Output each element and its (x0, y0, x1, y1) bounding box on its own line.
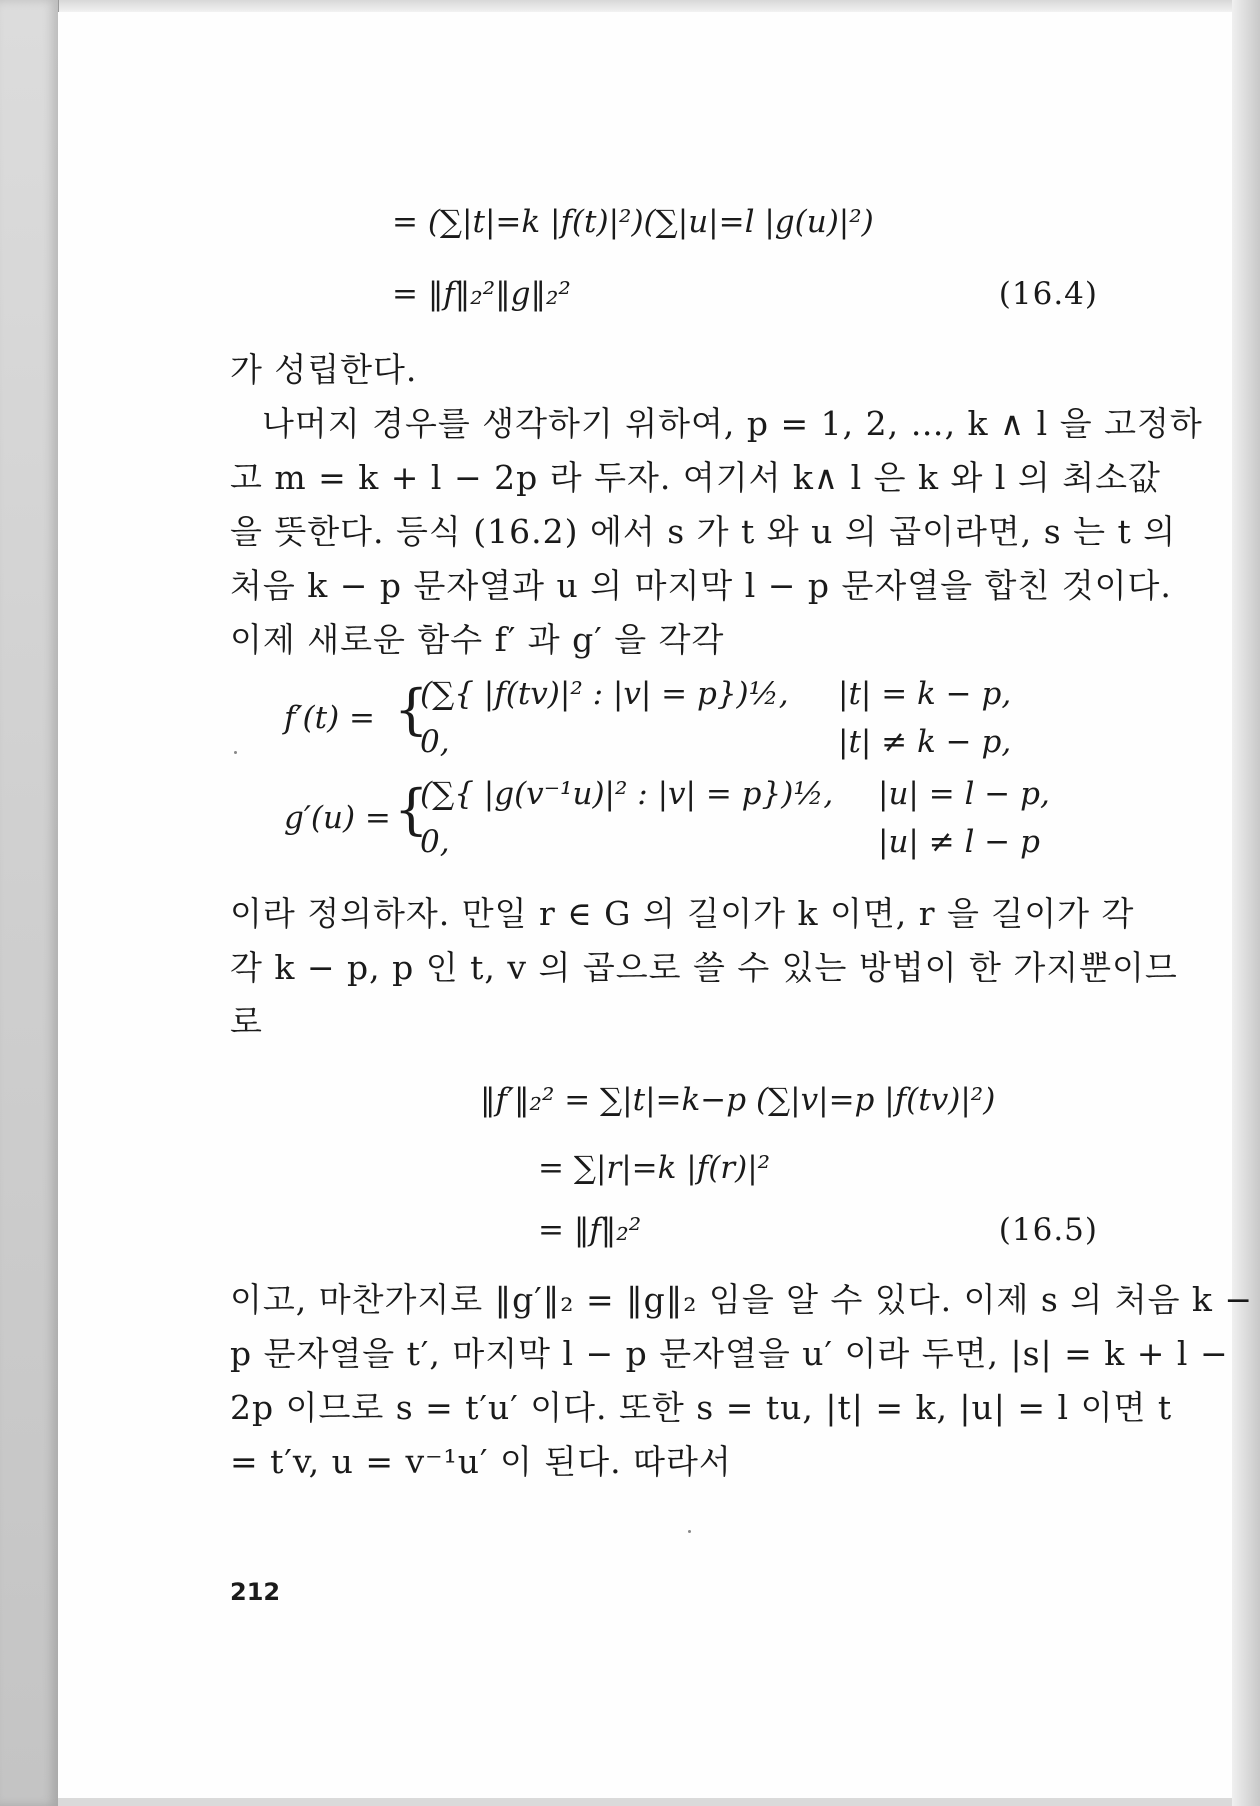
paragraph-4-line-2: p 문자열을 t′, 마지막 l − p 문자열을 u′ 이라 두면, |s| = k + l − (230, 1334, 1229, 1373)
eq-16-5-line1: ‖f′‖₂² = ∑|t|=k−p (∑|v|=p |f(tv)|²) (480, 1082, 996, 1118)
eq-16-5-line3: = ‖f‖₂² (538, 1212, 642, 1248)
book-spine (0, 0, 59, 1806)
paragraph-3-line-2: 각 k − p, p 인 t, v 의 곱으로 쓸 수 있는 방법이 한 가지뿐이므 (230, 948, 1178, 987)
book-top-edge (0, 0, 1260, 12)
paragraph-4-line-4: = t′v, u = v⁻¹u′ 이 된다. 따라서 (230, 1442, 732, 1481)
eq-16-5-number: (16.5) (998, 1212, 1098, 1248)
paragraph-4-line-3: 2p 이므로 s = t′u′ 이다. 또한 s = tu, |t| = k, |u| = l 이면 t (230, 1388, 1173, 1427)
def-g-case1: (∑{ |g(v⁻¹u)|² : |v| = p})½, (420, 776, 834, 812)
eq-16-4-line1: = (∑|t|=k |f(t)|²)(∑|u|=l |g(u)|²) (392, 204, 874, 240)
def-f-case1: (∑{ |f(tv)|² : |v| = p})½, (420, 676, 789, 712)
def-g-case2: 0, (420, 824, 450, 860)
def-g-cond1: |u| = l − p, (878, 776, 1050, 812)
def-f-brace: { (394, 678, 429, 741)
def-g-brace: { (394, 778, 429, 841)
def-g-lhs: g′(u) = (284, 800, 391, 836)
def-f-lhs: f′(t) = (284, 700, 375, 736)
eq-16-5-line2: = ∑|r|=k |f(r)|² (538, 1150, 771, 1186)
paragraph-4-line-1: 이고, 마찬가지로 ‖g′‖₂ = ‖g‖₂ 임을 알 수 있다. 이제 s 의 처음 k − (230, 1280, 1254, 1319)
book-bottom-edge (58, 1798, 1232, 1806)
paragraph-2-line-2: 고 m = k + l − 2p 라 두자. 여기서 k∧ l 은 k 와 l 의 최소값 (230, 458, 1161, 497)
def-f-case2: 0, (420, 724, 450, 760)
scan-speck (688, 1530, 691, 1533)
paragraph-3-line-3: 로 (230, 1002, 263, 1041)
paragraph-2-line-4: 처음 k − p 문자열과 u 의 마지막 l − p 문자열을 합친 것이다. (230, 566, 1172, 605)
def-g-cond2: |u| ≠ l − p (878, 824, 1040, 860)
paragraph-2-line-1: 나머지 경우를 생각하기 위하여, p = 1, 2, …, k ∧ l 을 고정하 (262, 404, 1203, 443)
scan-speck (234, 751, 237, 754)
eq-16-4-line2: = ‖f‖₂²‖g‖₂² (392, 276, 571, 312)
book-right-edge (1232, 0, 1260, 1806)
def-f-cond2: |t| ≠ k − p, (838, 724, 1012, 760)
paragraph-3-line-1: 이라 정의하자. 만일 r ∈ G 의 길이가 k 이면, r 을 길이가 각 (230, 894, 1135, 933)
eq-16-4-number: (16.4) (998, 276, 1098, 312)
paragraph-1: 가 성립한다. (230, 350, 418, 389)
paragraph-2-line-3: 을 뜻한다. 등식 (16.2) 에서 s 가 t 와 u 의 곱이라면, s 는 t 의 (230, 512, 1177, 551)
def-f-cond1: |t| = k − p, (838, 676, 1012, 712)
book-page (58, 12, 1254, 1798)
paragraph-2-line-5: 이제 새로운 함수 f′ 과 g′ 을 각각 (230, 620, 725, 659)
page-number: 212 (230, 1578, 281, 1606)
